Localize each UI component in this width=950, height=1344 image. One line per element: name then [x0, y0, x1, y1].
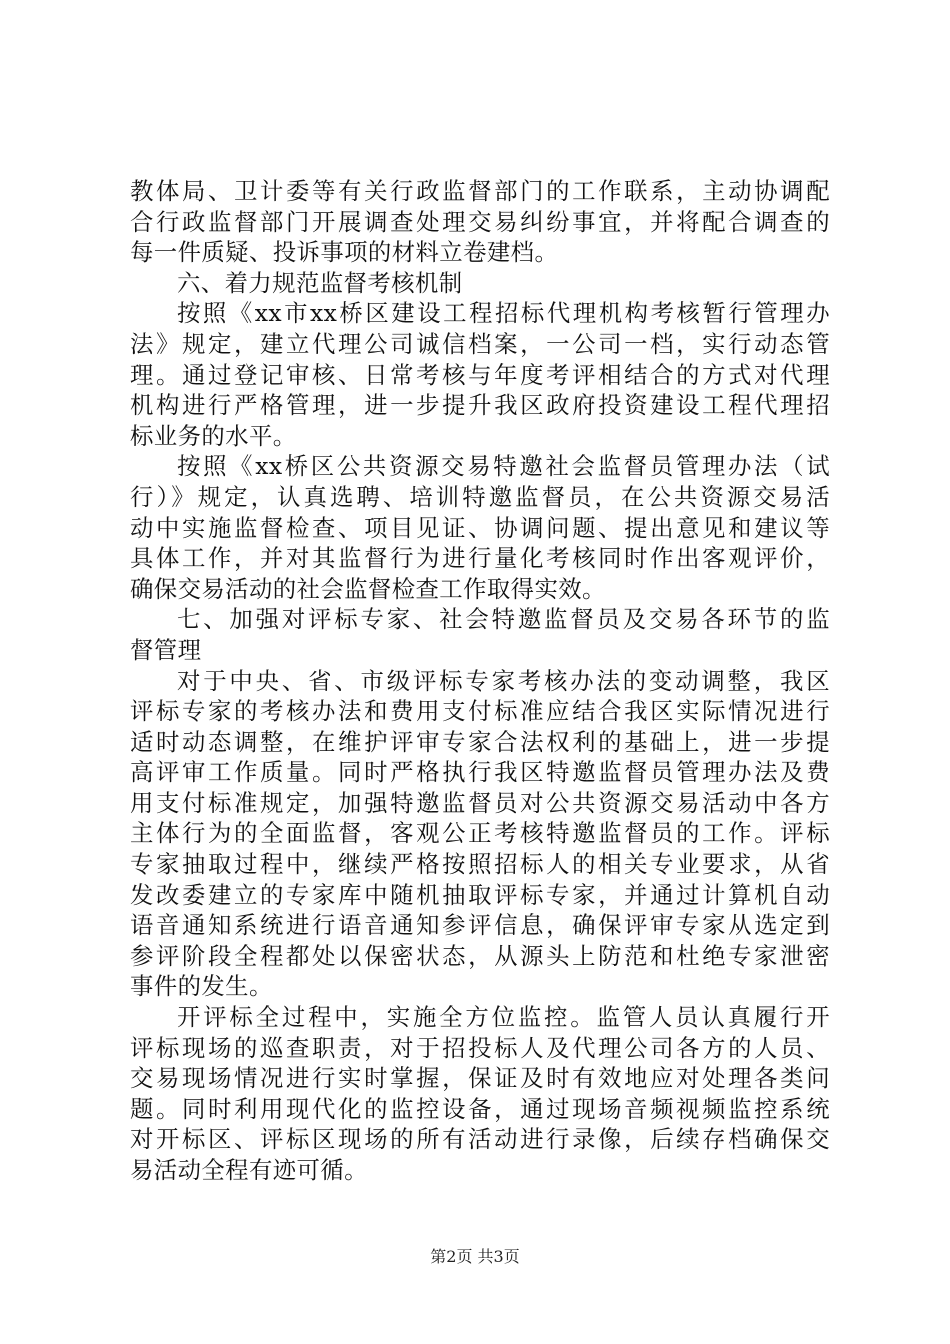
- text-line: 每一件质疑、投诉事项的材料立卷建档。: [130, 238, 559, 267]
- text-line: 理。通过登记审核、日常考核与年度考评相结合的方式对代理: [130, 360, 830, 389]
- text-line: 督管理: [130, 635, 202, 664]
- text-line: 易活动全程有迹可循。: [130, 1156, 368, 1184]
- text-line: 交易现场情况进行实时掌握，保证及时有效地应对处理各类问: [130, 1064, 830, 1093]
- page-footer: 第2页 共3页: [430, 1247, 520, 1266]
- text-line: 发改委建立的专家库中随机抽取评标专家，并通过计算机自动: [130, 880, 830, 909]
- text-line: 合行政监督部门开展调查处理交易纠纷事宜，并将配合调查的: [130, 207, 830, 236]
- text-line: 教体局、卫计委等有关行政监督部门的工作联系，主动协调配: [130, 177, 830, 205]
- text-line: 对开标区、评标区现场的所有活动进行录像，后续存档确保交: [130, 1125, 830, 1154]
- text-line: 行）》规定，认真选聘、培训特邀监督员，在公共资源交易活: [130, 482, 830, 511]
- text-line: 评标专家的考核办法和费用支付标准应结合我区实际情况进行: [130, 697, 830, 726]
- text-line: 语音通知系统进行语音通知参评信息，确保评审专家从选定到: [130, 911, 830, 940]
- text-line: 高评审工作质量。同时严格执行我区特邀监督员管理办法及费: [130, 758, 830, 787]
- text-line: 参评阶段全程都处以保密状态，从源头上防范和杜绝专家泄密: [130, 941, 830, 970]
- text-line: 机构进行严格管理，进一步提升我区政府投资建设工程代理招: [130, 391, 830, 420]
- text-line: 动中实施监督检查、项目见证、协调问题、提出意见和建议等: [130, 513, 830, 542]
- text-line: 按照《xx市xx桥区建设工程招标代理机构考核暂行管理办: [177, 299, 830, 328]
- text-line: 专家抽取过程中，继续严格按照招标人的相关专业要求，从省: [130, 850, 830, 879]
- document-body: [130, 176, 830, 1186]
- text-line: 用支付标准规定，加强特邀监督员对公共资源交易活动中各方: [130, 788, 830, 817]
- text-line: 七、加强对评标专家、社会特邀监督员及交易各环节的监: [177, 605, 830, 634]
- text-line: 按照《xx桥区公共资源交易特邀社会监督员管理办法（试: [177, 452, 830, 481]
- text-line: 适时动态调整，在维护评审专家合法权利的基础上，进一步提: [130, 727, 830, 756]
- text-line: 题。同时利用现代化的监控设备，通过现场音频视频监控系统: [130, 1094, 830, 1123]
- text-line: 具体工作，并对其监督行为进行量化考核同时作出客观评价，: [130, 544, 830, 573]
- text-line: 事件的发生。: [130, 972, 273, 1001]
- text-line: 开评标全过程中，实施全方位监控。监管人员认真履行开: [177, 1003, 830, 1032]
- text-line: 标业务的水平。: [130, 421, 297, 450]
- text-line: 法》规定，建立代理公司诚信档案，一公司一档，实行动态管: [130, 329, 830, 358]
- text-line: 确保交易活动的社会监督检查工作取得实效。: [130, 574, 606, 603]
- text-line: 六、着力规范监督考核机制: [177, 268, 463, 297]
- text-line: 对于中央、省、市级评标专家考核办法的变动调整，我区: [177, 666, 830, 695]
- text-line: 评标现场的巡查职责，对于招投标人及代理公司各方的人员、: [130, 1033, 830, 1062]
- text-line: 主体行为的全面监督，客观公正考核特邀监督员的工作。评标: [130, 819, 830, 848]
